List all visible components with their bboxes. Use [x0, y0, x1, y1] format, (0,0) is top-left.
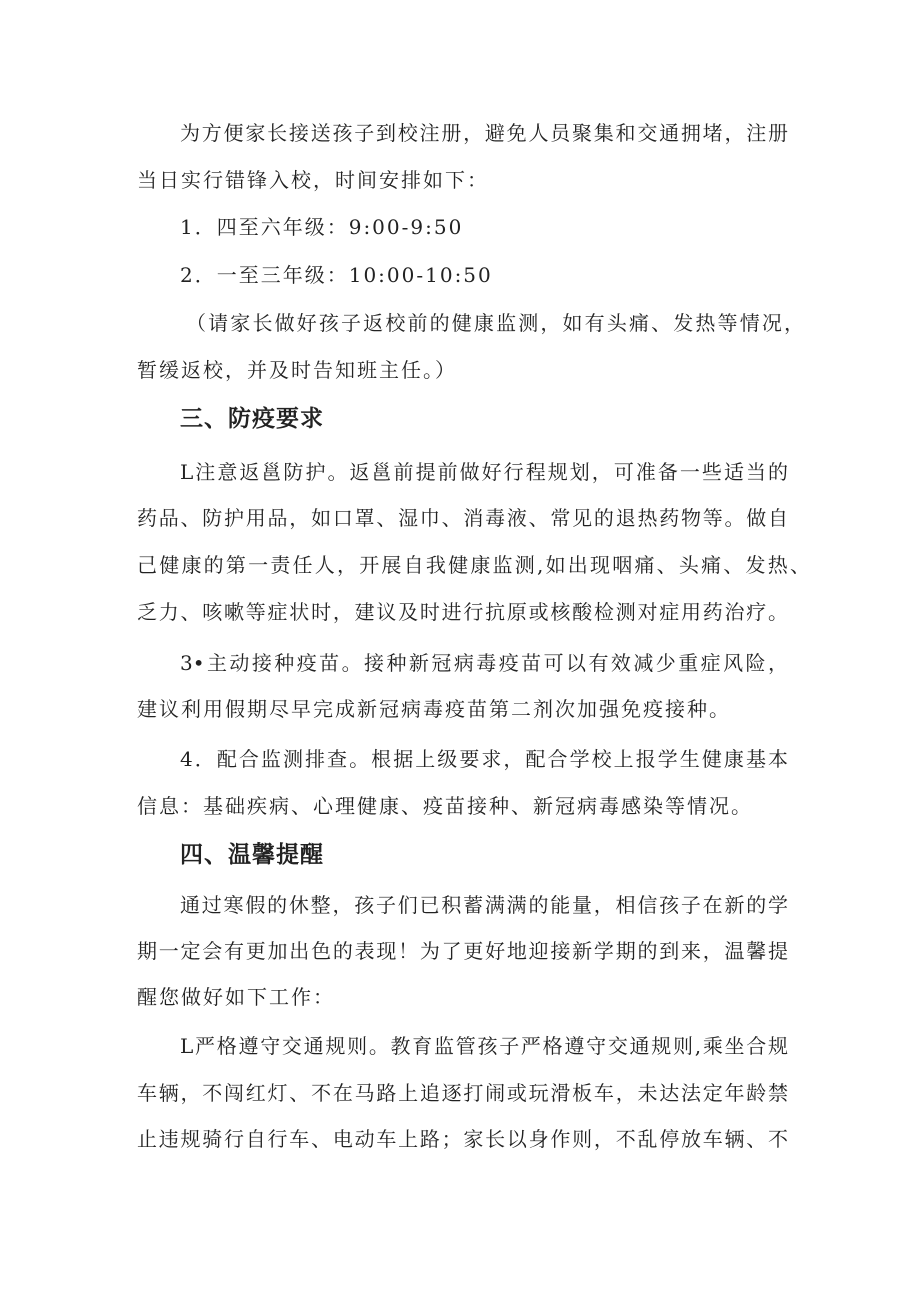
section-heading: 三、防疫要求	[180, 406, 324, 432]
paragraph-line: 醒您做好如下工作：	[137, 985, 335, 1009]
paragraph-line: 通过寒假的休整，孩子们已积蓄满满的能量，相信孩子在新的学	[180, 893, 788, 917]
paragraph-line: 止违规骑行自行车、电动车上路；家长以身作则，不乱停放车辆、不	[137, 1127, 788, 1151]
section-heading: 四、温馨提醒	[180, 842, 324, 868]
paragraph-line: 当日实行错锋入校，时间安排如下：	[137, 168, 489, 192]
paragraph-line: 4．配合监测排查。根据上级要求，配合学校上报学生健康基本	[180, 747, 788, 771]
note-line: 暂缓返校，并及时告知班主任。）	[137, 358, 457, 382]
paragraph-line: L严格遵守交通规则。教育监管孩子严格遵守交通规则,乘坐合规	[180, 1034, 788, 1058]
paragraph-line: 信息：基础疾病、心理健康、疫苗接种、新冠病毒感染等情况。	[137, 794, 753, 818]
paragraph-line: 己健康的第一责任人，开展自我健康监测,如出现咽痛、头痛、发热、	[137, 553, 810, 577]
paragraph-line: 乏力、咳嗽等症状时，建议及时进行抗原或核酸检测对症用药治疗。	[137, 600, 788, 624]
paragraph-line: 为方便家长接送孩子到校注册，避免人员聚集和交通拥堵，注册	[180, 121, 788, 145]
paragraph-line: 3•主动接种疫苗。接种新冠病毒疫苗可以有效减少重症风险，	[180, 651, 788, 675]
paragraph-line: 建议利用假期尽早完成新冠病毒疫苗第二剂次加强免疫接种。	[137, 697, 731, 721]
schedule-item: 1．四至六年级：9:00-9:50	[180, 215, 464, 239]
paragraph-line: 期一定会有更加出色的表现！为了更好地迎接新学期的到来，温馨提	[137, 939, 788, 963]
paragraph-line: 药品、防护用品，如口罩、湿巾、消毒液、常见的退热药物等。做自	[137, 506, 788, 530]
note-line: （请家长做好孩子返校前的健康监测，如有头痛、发热等情况，	[186, 311, 804, 335]
paragraph-line: 车辆，不闯红灯、不在马路上追逐打闹或玩滑板车，未达法定年龄禁	[137, 1081, 788, 1105]
schedule-item: 2．一至三年级：10:00-10:50	[180, 263, 493, 287]
paragraph-line: L注意返邕防护。返邕前提前做好行程规划，可准备一些适当的	[180, 460, 788, 484]
